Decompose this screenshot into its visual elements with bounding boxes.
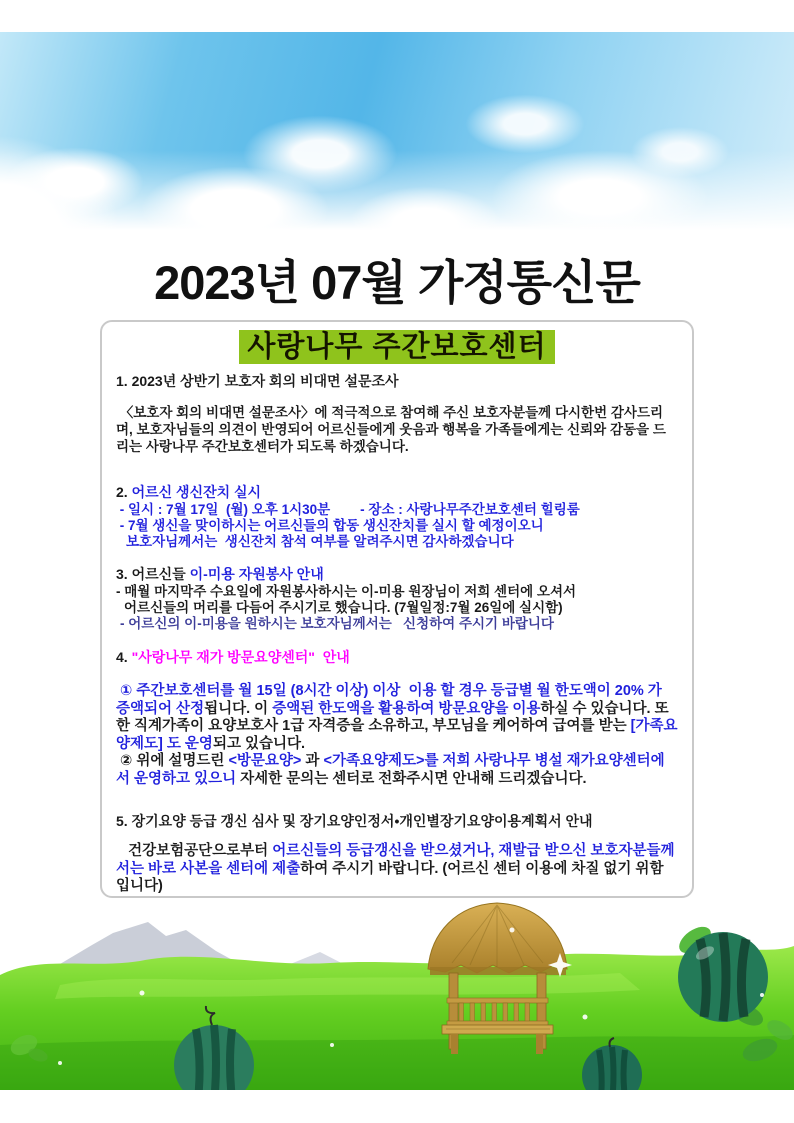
- notice-header: 사랑나무 주간보호센터: [239, 330, 554, 364]
- notice-header-wrap: [116, 330, 678, 364]
- notice-box: [100, 320, 694, 898]
- section-2-number: 2.: [116, 484, 128, 501]
- section-1-title-text: 2023년 상반기 보호자 회의 비대면 설문조사: [127, 373, 399, 390]
- section-4-p2-seg-1: ② 위에 설명드린: [116, 753, 229, 770]
- section-2-line-1: - 일시 : 7월 17일 (월) 오후 1시30분 - 장소 : 사랑나무주간보호센터 힐링룸: [116, 502, 580, 518]
- section-4-paragraph-2: [116, 753, 678, 788]
- section-1-heading: [116, 371, 678, 391]
- section-4-p1-seg-3: 증액된 한도액을 활용하여 방문요양을 이용: [272, 700, 541, 717]
- section-1-number: 1.: [116, 373, 128, 390]
- section-5-number: 5.: [116, 813, 128, 830]
- section-3-line-1: - 매월 마지막주 수요일에 자원봉사하시는 이-미용 원장님이 저희 센터에 오셔서: [116, 584, 577, 600]
- section-4: [116, 647, 678, 788]
- section-5-seg-1: 건강보험공단으로부터: [116, 843, 273, 860]
- section-3-line-2: 어르신들의 머리를 다듬어 주시기로 했습니다. (7월일정:7월 26일에 실시함): [124, 600, 563, 616]
- section-2-line-3: 보호자님께서는 생신잔치 참석 여부를 알려주시면 감사하겠습니다: [126, 534, 514, 550]
- section-4-heading: [116, 647, 678, 667]
- section-4-paragraph-1: [116, 683, 678, 753]
- section-4-p2-seg-4: <가족요양제도>를 저희 사랑나무 병설 재가요양센터에서 운영하고 있으니: [116, 753, 665, 787]
- bottom-scene-illustration: [0, 895, 794, 1090]
- section-2-title-text: 어르신 생신잔치 실시: [127, 484, 262, 501]
- section-4-p2-seg-3: 과: [301, 753, 324, 770]
- section-4-p1-seg-1: ① 주간보호센터를 월 15일 (8시간 이상) 이상 이용 할 경우 등급별 월 한도액이 20% 가 증액되어 산정: [116, 683, 666, 717]
- section-5-body: [116, 843, 678, 896]
- section-5: [116, 811, 678, 896]
- section-5-title-text: 장기요양 등급 갱신 심사 및 장기요양인정서•개인별장기요양이용계획서 안내: [127, 813, 593, 830]
- section-5-heading: [116, 811, 678, 831]
- section-3-line-3: - 어르신의 이-미용을 원하시는 보호자님께서는 신청하여 주시기 바랍니다: [120, 616, 554, 632]
- section-4-number: 4.: [116, 649, 128, 666]
- section-4-p1-seg-2: 됩니다. 이: [204, 700, 273, 717]
- section-3-number: 3.: [116, 566, 128, 583]
- section-4-p1-seg-6: 되고 있습니다.: [212, 735, 306, 752]
- section-5-seg-3: 하여 주시기 바랍니다. (어르신 센터 이용에 차질 없기 위함 입니다): [116, 860, 668, 895]
- section-3: [116, 564, 678, 632]
- section-2: [116, 482, 678, 550]
- section-3-title-blue: 이-미용 자원봉사 안내: [189, 566, 324, 583]
- page-title: 2023년 07월 가정통신문: [154, 256, 640, 309]
- section-3-heading: [116, 564, 678, 584]
- section-5-seg-2: 어르신들의 등급갱신을 받으셨거나, 재발급 받으신 보호자분들께서는 바로 사본을 센터에 제출: [116, 843, 675, 877]
- grass-field-icon: [0, 946, 794, 1090]
- section-2-heading: [116, 482, 678, 502]
- section-4-title-text: "사랑나무 재가 방문요양센터" 안내: [127, 649, 350, 666]
- section-4-p2-seg-5: 자세한 문의는 센터로 전화주시면 안내해 드리겠습니다.: [236, 770, 587, 787]
- sky-clouds-illustration: [0, 32, 794, 236]
- section-1: [116, 371, 678, 455]
- section-2-line-2: - 7월 생신을 맞이하시는 어르신들의 합동 생신잔치를 실시 할 예정이오니: [116, 518, 544, 534]
- section-4-p1-seg-5: [가족요양제도] 도 운영: [116, 718, 678, 752]
- section-3-title-plain: 어르신들: [127, 566, 190, 583]
- section-4-p2-seg-2: <방문요양>: [228, 753, 302, 770]
- section-1-body: 〈보호자 회의 비대면 설문조사〉에 적극적으로 참여해 주신 보호자분들께 다시한번 감사드리며, 보호자님들의 의견이 반영되어 어르신들에게 웃음과 행복을 가족들에게는 신뢰와 감동을 드리는 사랑나무 주간보호센터가 되도록 하겠습니다.: [116, 405, 666, 455]
- section-4-p1-seg-4: 하실 수 있습니다. 또한 직계가족이 요양보호사 1급 자격증을 소유하고, 부모님을 케어하여 급여를 받는: [116, 700, 669, 735]
